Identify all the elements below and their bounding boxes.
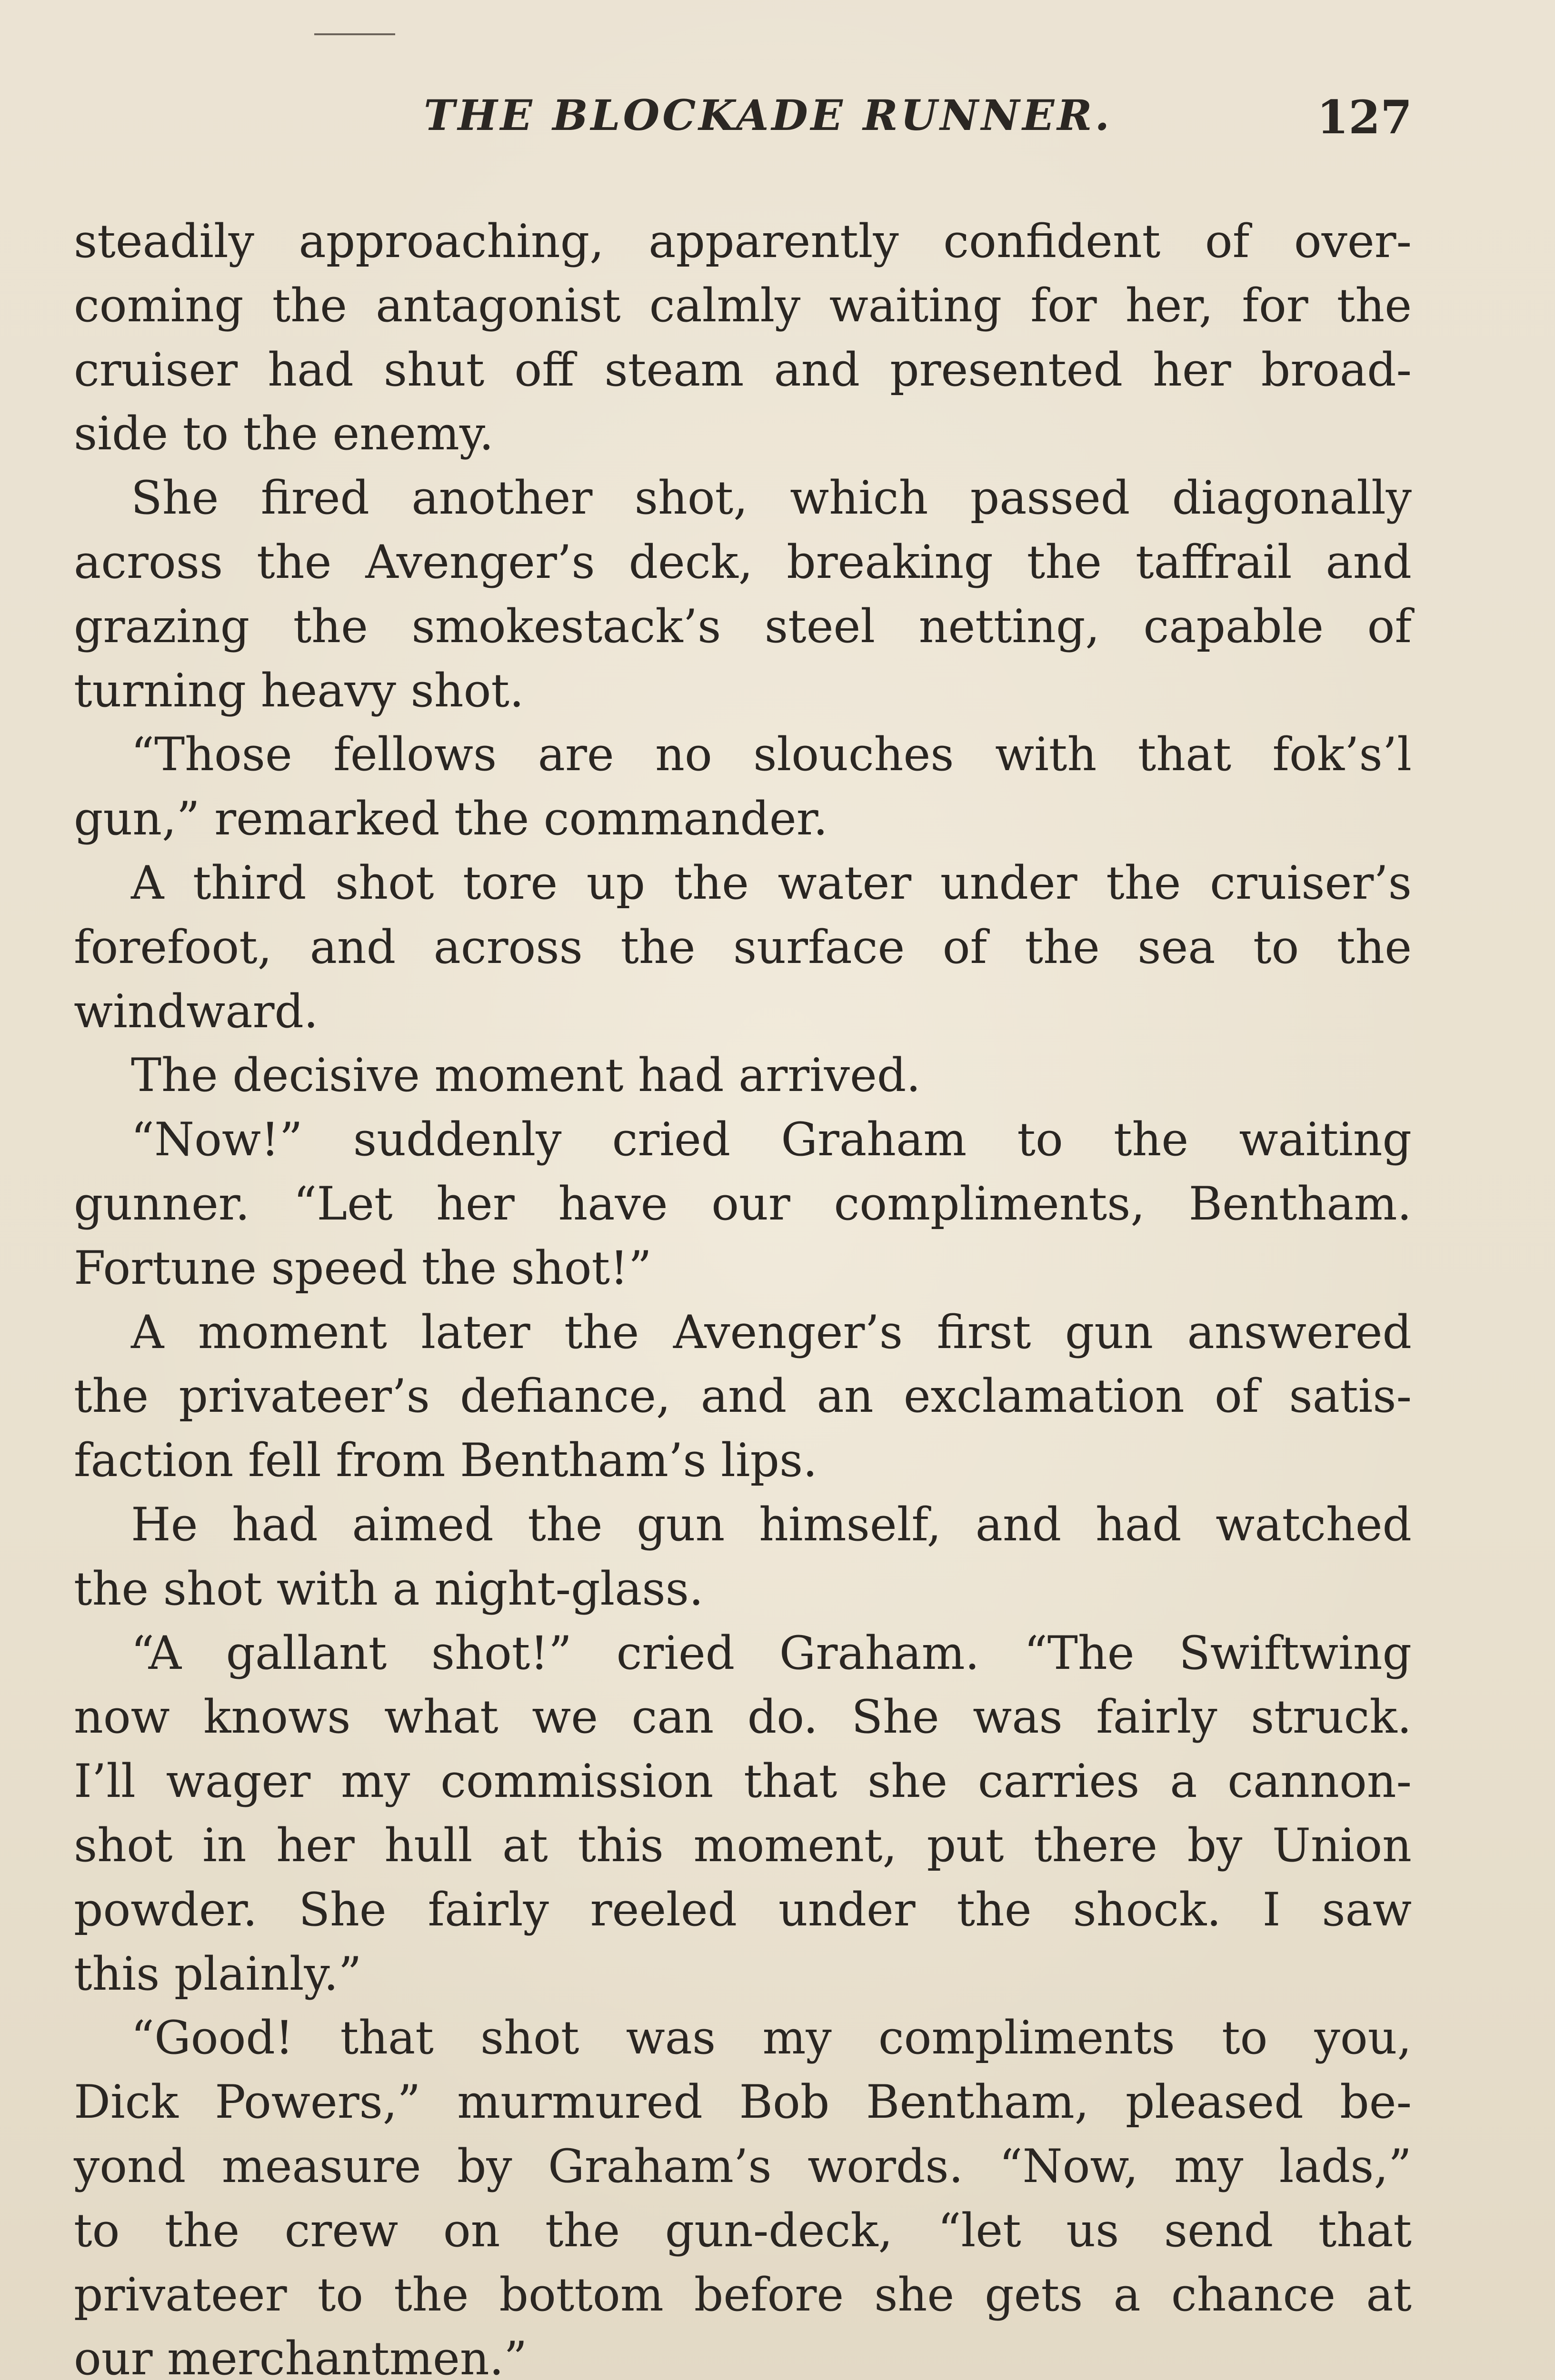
text-line: gunner. “Let her have our compliments, Bentham. xyxy=(74,1177,1412,1230)
text-line: A third shot tore up the water under the cruiser’s xyxy=(131,856,1412,910)
text-line: Dick Powers,” murmured Bob Bentham, pleased be- xyxy=(74,2075,1412,2129)
text-line: yond measure by Graham’s words. “Now, my lads,” xyxy=(74,2139,1412,2193)
text-line: shot in her hull at this moment, put there by Union xyxy=(74,1818,1412,1872)
text-line: side to the enemy. xyxy=(74,407,494,461)
text-line: windward. xyxy=(74,984,319,1038)
text-line: grazing the smokestack’s steel netting, capable of xyxy=(74,599,1412,653)
text-line: turning heavy shot. xyxy=(74,664,524,717)
text-line: “A gallant shot!” cried Graham. “The Swiftwing xyxy=(131,1626,1412,1680)
text-line: gun,” remarked the commander. xyxy=(74,792,828,846)
text-line: A moment later the Avenger’s first gun answered xyxy=(131,1305,1412,1359)
text-line: faction fell from Bentham’s lips. xyxy=(74,1434,817,1488)
text-line: cruiser had shut off steam and presented her broad- xyxy=(74,343,1412,397)
text-line: across the Avenger’s deck, breaking the taffrail and xyxy=(74,535,1412,589)
text-line: this plainly.” xyxy=(74,1947,362,2001)
body-text xyxy=(74,209,1412,2380)
text-line: I’ll wager my commission that she carries a cannon- xyxy=(74,1755,1412,1808)
top-rule xyxy=(314,33,395,35)
text-line: coming the antagonist calmly waiting for her, for the xyxy=(74,278,1412,332)
text-line: “Good! that shot was my compliments to you, xyxy=(131,2011,1412,2065)
text-line: the shot with a night-glass. xyxy=(74,1562,704,1616)
text-line: Fortune speed the shot!” xyxy=(74,1241,652,1295)
text-line: to the crew on the gun-deck, “let us send that xyxy=(74,2203,1412,2257)
text-line: She fired another shot, which passed diagonally xyxy=(131,471,1412,525)
text-line: “Now!” suddenly cried Graham to the waiting xyxy=(131,1113,1412,1167)
text-line: our merchantmen.” xyxy=(74,2332,528,2380)
text-line: now knows what we can do. She was fairly struck. xyxy=(74,1690,1412,1744)
page-number: 127 xyxy=(1316,90,1412,144)
text-line: The decisive moment had arrived. xyxy=(131,1049,921,1102)
text-line: steadily approaching, apparently confident of over- xyxy=(74,215,1412,268)
text-line: the privateer’s defiance, and an exclamation of satis- xyxy=(74,1369,1412,1423)
text-line: powder. She fairly reeled under the shock. I saw xyxy=(74,1883,1412,1936)
text-line: forefoot, and across the surface of the sea to the xyxy=(74,920,1412,974)
text-line: He had aimed the gun himself, and had watched xyxy=(131,1497,1412,1551)
running-title: THE BLOCKADE RUNNER. xyxy=(424,90,1113,140)
text-line: privateer to the bottom before she gets a chance at xyxy=(74,2268,1412,2321)
text-line: “Those fellows are no slouches with that fok’s’l xyxy=(131,728,1412,782)
